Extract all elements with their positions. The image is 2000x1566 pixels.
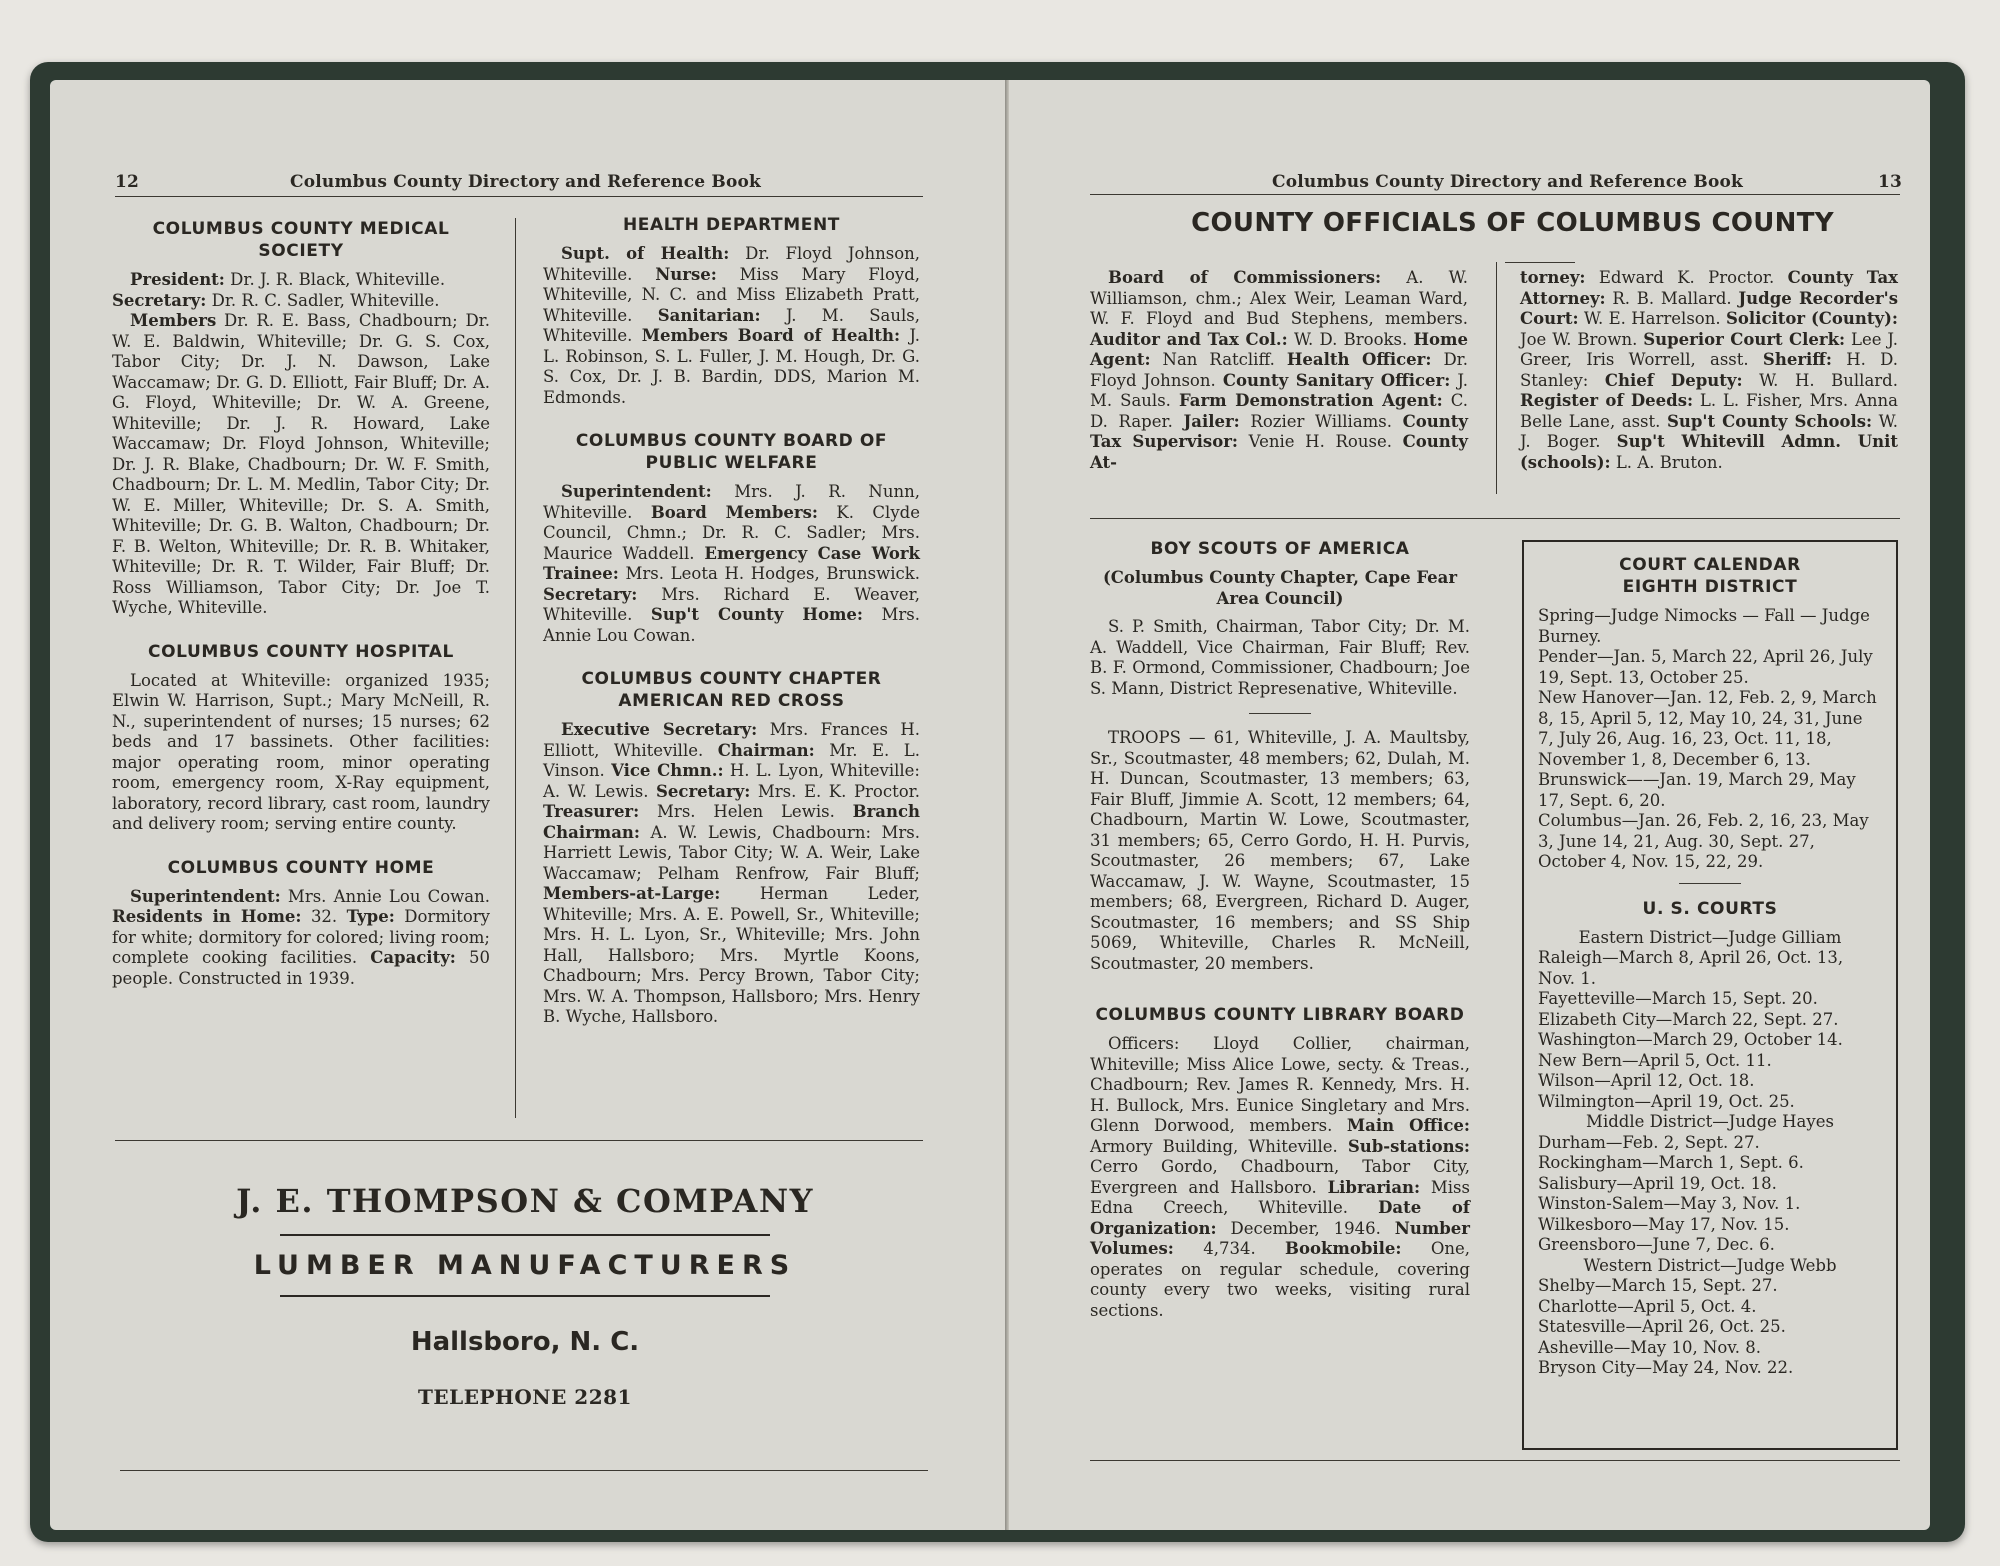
book-gutter [1005,80,1009,1530]
us-court-entry: Greensboro—June 7, Dec. 6. [1538,1235,1775,1254]
library-board-heading: COLUMBUS COUNTY LIBRARY BOARD [1095,1005,1465,1025]
eastern-district-heading: Eastern District—Judge Gilliam [1578,927,1842,947]
officials-bottom-rule [1090,518,1900,519]
boy-scouts-troops: TROOPS — 61, Whiteville, J. A. Maultsby, Sr., Scoutmaster, 48 members; 62, Dulah, M. H. Duncan, Scoutmaster, 13 members; 63, Fair Bluff, Jimmie A. Scott, 12 members; 64, Chadbourn, Martin W. Lowe, Scoutmaster, 31 members; 65, Cerro Gordo, H. H. Purvis, Scoutmaster, 26 members; 67, Lake Waccamaw, J. W. Wayne, Scoutmaster, 15 members; 68, Evergreen, Richard D. Auger, Scoutmaster, 16 members; and SS Ship 5069, Whiteville, Charles R. McNeill, Scoutmaster, 20 members. [1090,728,1470,973]
us-court-entry: Statesville—April 26, Oct. 25. [1538,1317,1786,1336]
county-officials-title: COUNTY OFFICIALS OF COLUMBUS COUNTY [1191,208,1834,238]
us-court-entry: Charlotte—April 5, Oct. 4. [1538,1296,1757,1316]
us-court-entry: Fayetteville—March 15, Sept. 20. [1538,989,1818,1008]
western-district-heading: Western District—Judge Webb [1583,1255,1837,1275]
us-court-entry: Wilkesboro—May 17, Nov. 15. [1538,1214,1790,1234]
us-court-entry: Washington—March 29, October 14. [1538,1030,1843,1049]
court-calendar-column [1524,542,1896,1379]
boy-scouts-officers: S. P. Smith, Chairman, Tabor City; Dr. M. A. Waddell, Vice Chairman, Fair Bluff; Rev. B. F. Ormond, Commissioner, Chadbourn; Joe S. Mann, District Represenative, Whiteville. [1090,617,1470,698]
health-department-text: Supt. of Health: Dr. Floyd Johnson, Whiteville. Nurse: Miss Mary Floyd, Whiteville, N. C. and Miss Elizabeth Pratt, Whiteville. Sanitarian: J. M. Sauls, Whiteville. Members Board of Health: J. L. Robinson, S. L. Fuller, J. M. Hough, Dr. G. S. Cox, Dr. J. B. Bardin, DDS, Marion M. Edmonds. [543,244,921,407]
right-bottom-rule [1090,1460,1900,1461]
library-board-text: Officers: Lloyd Collier, chairman, Whiteville; Miss Alice Lowe, secty. & Treas., Chadbourn; Rev. James R. Kennedy, Mrs. H. H. Bullock, Mrs. Eunice Singletary and Mrs. Glenn Dorwood, members. Main Office: Armory Building, Whiteville. Sub-stations: Cerro Gordo, Chadbourn, Tabor City, Evergreen and Hallsboro. Librarian: Miss Edna Creech, Whiteville. Date of Organization: December, 1946. Number Volumes: 4,734. Bookmobile: One, operates on regular schedule, covering county every two weeks, visiting rural sections. [1090,1034,1471,1320]
running-head-right: Columbus County Directory and Reference Book [1272,172,1744,192]
ad-rule-1 [280,1234,770,1236]
court-entry: Spring—Judge Nimocks — Fall — Judge Burney. [1538,606,1870,646]
ad-company-name: J. E. THOMPSON & COMPANY [236,1182,814,1220]
us-court-entry: Bryson City—May 24, Nov. 22. [1538,1358,1794,1377]
court-entry: Columbus—Jan. 26, Feb. 2, 16, 23, May 3, June 14, 21, Aug. 30, Sept. 27, October 4, Nov. 15, 22, 29. [1538,811,1869,871]
court-calendar-heading: COURT CALENDAR [1619,555,1801,575]
right-column-1 [1090,538,1470,1321]
ad-city: Hallsboro, N. C. [410,1327,640,1357]
county-home-text: Superintendent: Mrs. Annie Lou Cowan. Residents in Home: 32. Type: Dormitory for white; dormitory for colored; living room; complete cooking facilities. Capacity: 50 people. Constructed in 1939. [112,886,491,988]
left-column-divider [515,218,516,1118]
officials-column-b [1520,268,1898,473]
ad-trade: LUMBER MANUFACTURERS [253,1250,797,1281]
middle-district-heading: Middle District—Judge Hayes [1586,1112,1834,1131]
us-court-entry: Salisbury—April 19, Oct. 18. [1538,1173,1777,1193]
welfare-text: Superintendent: Mrs. J. R. Nunn, Whiteville. Board Members: K. Clyde Council, Chmn.; Dr. R. C. Sadler; Mrs. Maurice Waddell. Emergency Case Work Trainee: Mrs. Leota H. Hodges, Brunswick. Secretary: Mrs. Richard E. Weaver, Whiteville. Sup't County Home: Mrs. Annie Lou Cowan. [543,482,921,645]
boy-scouts-heading: BOY SCOUTS OF AMERICA [1150,539,1410,559]
header-rule-left [115,196,923,197]
court-calendar-box [1522,540,1898,1450]
medical-society-heading: COLUMBUS COUNTY MEDICAL SOCIETY [152,219,450,261]
us-court-entry: Durham—Feb. 2, Sept. 27. [1538,1132,1760,1152]
page-number-left: 12 [115,172,140,192]
medical-members: Members Dr. R. E. Bass, Chadbourn; Dr. W. E. Baldwin, Whiteville; Dr. G. S. Cox, Tabor City; Dr. J. N. Dawson, Lake Waccamaw; Dr. G. D. Elliott, Fair Bluff; Dr. A. G. Floyd, Whiteville; Dr. W. A. Greene, Whiteville; Dr. J. R. Howard, Lake Waccamaw; Dr. Floyd Johnson, Whiteville; Dr. J. R. Blake, Chadbourn; Dr. W. F. Smith, Chadbourn; Dr. L. M. Medlin, Tabor City; Dr. W. E. Miller, Whiteville; Dr. S. A. Smith, Whiteville; Dr. G. B. Walton, Chadbourn; Dr. F. B. Welton, Whiteville; Dr. R. B. Whitaker, Whiteville; Dr. R. T. Wilder, Fair Bluff; Dr. Ross Williamson, Tabor City; Dr. Joe T. Wyche, Whiteville. [112,311,490,617]
page-number-right: 13 [1878,172,1903,192]
officials-divider [1496,262,1497,494]
scouts-short-rule [1249,713,1311,714]
advertisement [115,1170,935,1409]
left-column-1 [112,218,490,989]
left-column-2 [543,214,920,1028]
red-cross-heading: COLUMBUS COUNTY CHAPTER AMERICAN RED CROSS [581,669,882,711]
hospital-heading: COLUMBUS COUNTY HOSPITAL [148,641,454,662]
us-court-entry: New Bern—April 5, Oct. 11. [1538,1050,1772,1070]
officials-text-b: torney: Edward K. Proctor. County Tax Attorney: R. B. Mallard. Judge Recorder's Court: W. E. Harrelson. Solicitor (County): Joe W. Brown. Superior Court Clerk: Lee J. Greer, Iris Worrell, asst. Sheriff: H. D. Stanley: Chief Deputy: W. H. Bullard. Register of Deeds: L. L. Fisher, Mrs. Anna Belle Lane, asst. Sup't County Schools: W. J. Boger. Sup't Whitevill Admn. Unit (schools): L. A. Bruton. [1520,268,1899,472]
officials-top-rule [1505,262,1575,263]
ad-rule-2 [280,1295,770,1297]
us-court-entry: Shelby—March 15, Sept. 27. [1538,1276,1778,1295]
court-entry: Brunswick——Jan. 19, March 29, May 17, Sept. 6, 20. [1538,770,1856,810]
welfare-heading: COLUMBUS COUNTY BOARD OF PUBLIC WELFARE [575,431,888,473]
left-ad-top-rule [115,1140,923,1141]
us-court-entry: Wilson—April 12, Oct. 18. [1538,1071,1755,1090]
us-court-entry: Rockingham—March 1, Sept. 6. [1538,1153,1804,1172]
running-head-left: Columbus County Directory and Reference Book [290,172,762,192]
ad-phone: TELEPHONE 2281 [418,1385,632,1409]
us-courts-heading: U. S. COURTS [1642,898,1778,919]
health-department-heading: HEALTH DEPARTMENT [622,215,840,235]
red-cross-text: Executive Secretary: Mrs. Frances H. Elliott, Whiteville. Chairman: Mr. E. L. Vinson. Vice Chmn.: H. L. Lyon, Whiteville: A. W. Lewis. Secretary: Mrs. E. K. Proctor. Treasurer: Mrs. Helen Lewis. Branch Chairman: A. W. Lewis, Chadbourn: Mrs. Harriett Lewis, Tabor City; W. A. Weir, Lake Waccamaw; Pelham Renfrow, Fair Bluff; Members-at-Large: Herman Leder, Whiteville; Mrs. A. E. Powell, Sr., Whiteville; Mrs. H. L. Lyon, Sr., Whiteville; Mrs. John Hall, Hallsboro; Mrs. Myrtle Koons, Chadbourn; Mrs. Percy Brown, Tabor City; Mrs. W. A. Thompson, Hallsboro; Mrs. Henry B. Wyche, Hallsboro. [543,720,921,1026]
medical-president: President: Dr. J. R. Black, Whiteville. [130,270,446,289]
us-court-entry: Winston-Salem—May 3, Nov. 1. [1538,1194,1801,1213]
court-entry: New Hanover—Jan. 12, Feb. 2, 9, March 8, 15, April 5, 12, May 10, 24, 31, June 7, July 26, Aug. 16, 23, Oct. 11, 18, November 1, 8, December 6, 13. [1538,688,1877,769]
officials-column-a [1090,268,1468,473]
header-rule-right [1090,194,1900,195]
left-bottom-rule [120,1470,928,1471]
us-court-entry: Wilmington—April 19, Oct. 25. [1538,1091,1795,1111]
us-court-entry: Elizabeth City—March 22, Sept. 27. [1538,1009,1839,1029]
hospital-text: Located at Whiteville: organized 1935; Elwin W. Harrison, Supt.; Mary McNeill, R. N., superintendent of nurses; 15 nurses; 62 beds and 17 bassinets. Other facilities: major operating room, minor operating room, emergency room, X-Ray equipment, laboratory, record library, cast room, laundry and delivery room; serving entire county. [112,670,490,833]
court-short-rule [1679,883,1741,884]
boy-scouts-subtitle: (Columbus County Chapter, Cape Fear Area Council) [1102,568,1458,608]
county-home-heading: COLUMBUS COUNTY HOME [167,857,435,878]
medical-secretary: Secretary: Dr. R. C. Sadler, Whiteville. [112,290,440,310]
us-court-entry: Asheville—May 10, Nov. 8. [1538,1337,1761,1357]
officials-text-a: Board of Commissioners: A. W. Williamson, chm.; Alex Weir, Leaman Ward, W. F. Floyd and Bud Stephens, members. Auditor and Tax Col.: W. D. Brooks. Home Agent: Nan Ratcliff. Health Officer: Dr. Floyd Johnson. County Sanitary Officer: J. M. Sauls. Farm Demonstration Agent: C. D. Raper. Jailer: Rozier Williams. County Tax Supervisor: Venie H. Rouse. County At- [1090,268,1469,472]
court-calendar-subheading: EIGHTH DISTRICT [1622,577,1798,597]
court-entry: Pender—Jan. 5, March 22, April 26, July 19, Sept. 13, October 25. [1538,647,1873,687]
us-court-entry: Raleigh—March 8, April 26, Oct. 13, Nov. 1. [1538,948,1844,988]
